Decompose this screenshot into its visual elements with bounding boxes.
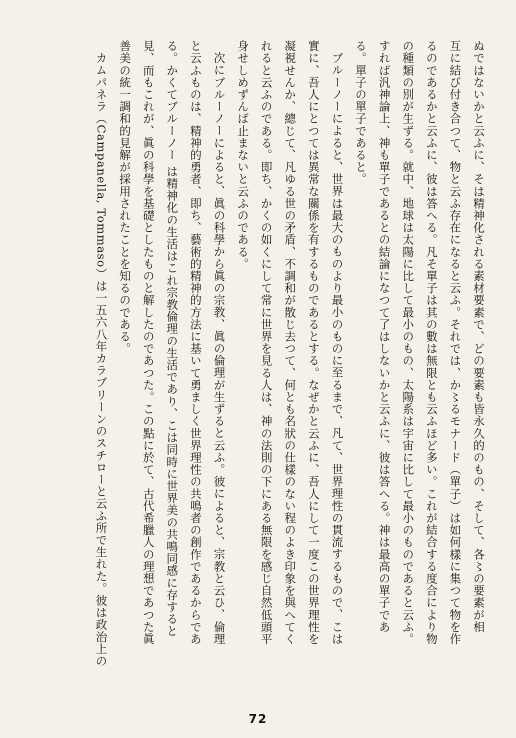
text-line: 次にブルーノーによると、眞の科學から眞の宗教、眞の倫理が生ずると云ふ。彼によると、宗教と云ひ、倫理 xyxy=(212,52,227,645)
text-line: ブルーノーによると、世界は最大のものより最小のものに至るまで、凡て、世界理性の貫流するもので、こは xyxy=(330,52,345,645)
text-line: る。單子の單子であると。 xyxy=(354,40,369,186)
text-line: ぬではないかと云ふに、そは精神化される素材要素で、どの要素も皆永久的のもの、そして、各〻の要素が相 xyxy=(472,40,486,633)
page-number: 72 xyxy=(248,712,268,726)
text-line: る。かくてブルーノー は精神化の生活はこれ宗教倫理の生活であり、こは同時に世界美の共鳴同感に存すると xyxy=(165,40,180,638)
text-line: れると云ふのである。即ち、かくの如くにして常に世界を見る人は、神の法則の下にある無限を感じ自然低頭平 xyxy=(259,40,274,645)
text-line: 善美の統一調和的見解が採用されたことを知るのである。 xyxy=(118,40,133,355)
text-line: の種類の別が生ずる。就中、地球は太陽に比して最小のもの、太陽系は宇宙に比して最小のものであると云ふ。 xyxy=(401,40,416,645)
text-line: 見、而もこれが、眞の科學を基礎としたものと解したのであつた。この點に於て、古代希臘人の理想であつた眞 xyxy=(141,40,156,645)
text-line: 互に結び付き合つて、物と云ふ存在になると云ふ。それでは、か〻るモナード（單子）は如何樣に集つて物を作 xyxy=(448,40,463,645)
text-line: すれば汎神論上、神も單子であるとの結論になつて了はしないかと云ふに、彼は答へる。神は最高の單子であ xyxy=(377,40,392,633)
text-line: 實に、吾人にとつては異常な關係を有するものであるとする。なぜかと云ふに、吾人にして一度この世界理性を xyxy=(306,40,321,645)
text-line: 凝視せんか、總じて、凡ゆる世の矛盾、不調和が散じ去つて、何とも名狀の仕樣のない程のよき印象を與へてく xyxy=(283,40,298,645)
text-line: るのであるかと云ふに、彼は答へる。凡そ單子は其の數は無限とも云ふほど多い。これが結合する度合により物 xyxy=(424,40,439,645)
text-line: カムパネラ（Campanella, Tommaso）は一五六八年カラブリーンのスチローと云ふ所で生れた。彼は政治上の xyxy=(94,52,109,668)
text-line: 身せしめずんば止まないと云ふのである。 xyxy=(236,40,251,270)
text-line: と云ふものは、精神的勇者、即ち、藝術的精神的方法に基いて勇ましく世界理性の共鳴者の創作であるからであ xyxy=(188,40,203,645)
body-text xyxy=(36,40,490,692)
